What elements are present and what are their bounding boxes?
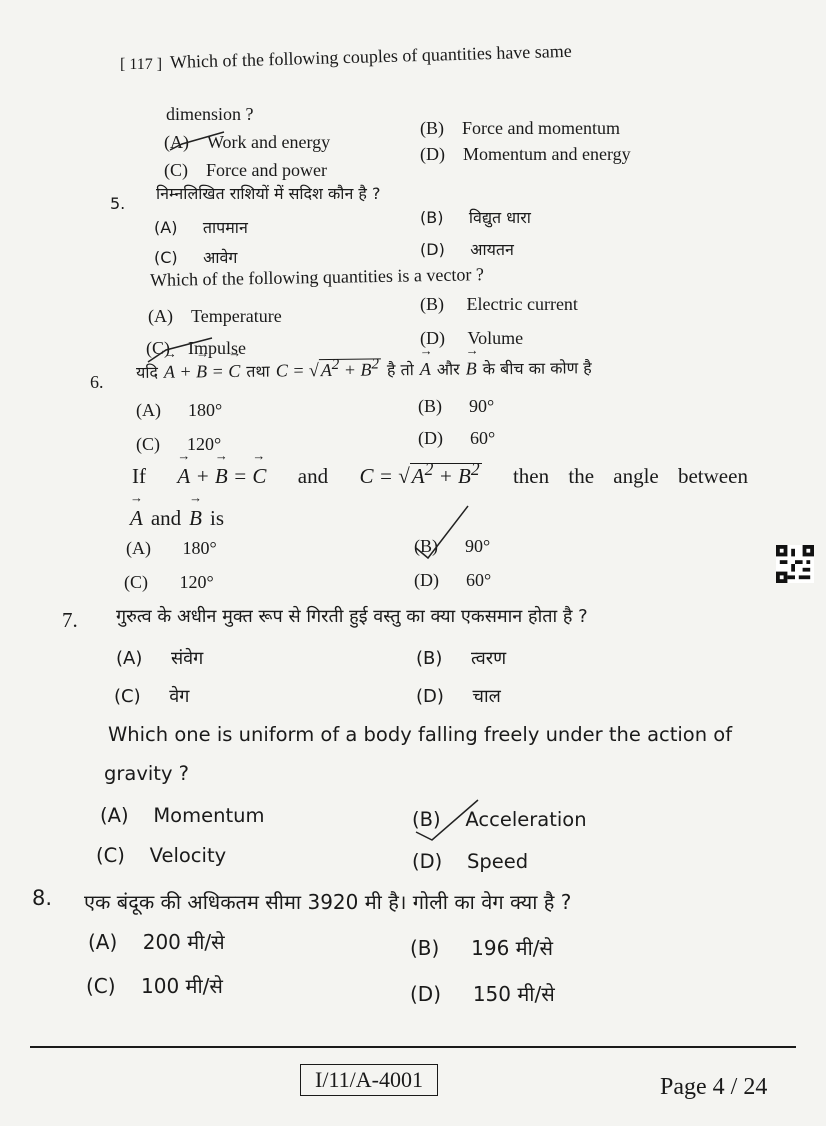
q6-english-option-d: (D) 60°	[414, 570, 492, 590]
q5-english-option-c: (C) Impulse	[146, 338, 246, 358]
q4-option-b: (B) Force and momentum	[420, 118, 620, 138]
page-number: Page 4 / 24	[660, 1074, 768, 1100]
q6-english-option-a: (A) 180°	[126, 538, 217, 558]
qr-code-icon	[776, 545, 814, 583]
q8-option-b: (B) 196 मी/से	[410, 936, 554, 960]
q6-english-question-line1: If → A + → B = → C and $C = √A^2 + B^2$ then the angle between	[132, 458, 748, 489]
q6-hindi-option-c: (C) 120°	[136, 434, 222, 454]
q6-english-question-line2: → A and → B is	[130, 500, 224, 531]
q5-english-option-d: (D) Volume	[420, 328, 524, 348]
q7-hindi-option-b: (B) त्वरण	[416, 648, 507, 669]
q7-english-option-d: (D) Speed	[412, 850, 529, 873]
q4-text-line1	[170, 37, 715, 73]
q6-english-option-c: (C) 120°	[124, 572, 214, 592]
q5-number: 5.	[110, 194, 126, 213]
q6-hindi-question: यदि → A + → B = → C तथा $C = √A^2 + B^2$ है तो → A और → B के बीच का कोण है	[136, 351, 592, 383]
q7-hindi-question: गुरुत्व के अधीन मुक्त रूप से गिरती हुई वस्तु का क्या एकसमान होता है ?	[116, 606, 588, 627]
q7-english-question-line2: gravity ?	[104, 762, 190, 785]
q4-option-c: (C) Force and power	[164, 160, 327, 180]
q6-hindi-option-a: (A) 180°	[136, 400, 223, 420]
q7-number: 7.	[62, 608, 78, 632]
q7-hindi-option-a: (A) संवेग	[116, 648, 204, 669]
q7-hindi-option-c: (C) वेग	[114, 686, 190, 707]
q7-english-option-a: (A) Momentum	[100, 804, 265, 827]
q5-english-option-b: (B) Electric current	[420, 294, 578, 314]
q5-english-option-a: (A) Temperature	[148, 306, 282, 326]
q7-english-option-b: (B) Acceleration	[412, 808, 587, 831]
q7-hindi-option-d: (D) चाल	[416, 686, 501, 707]
q5-hindi-question: निम्नलिखित राशियों में सदिश कौन है ?	[156, 184, 381, 203]
q7-english-question-line1: Which one is uniform of a body falling freely under the action of	[108, 723, 733, 746]
footer-divider	[30, 1046, 796, 1048]
q6-hindi-option-d: (D) 60°	[418, 428, 496, 448]
q8-option-d: (D) 150 मी/से	[410, 982, 555, 1006]
q5-hindi-option-b: (B) विद्युत धारा	[420, 208, 531, 227]
paper-code-box: I/11/A-4001	[300, 1064, 438, 1096]
q5-hindi-option-a: (A) तापमान	[154, 218, 248, 237]
q8-hindi-question: एक बंदूक की अधिकतम सीमा 3920 मी है। गोली का वेग क्या है ?	[84, 890, 572, 914]
q6-hindi-option-b: (B) 90°	[418, 396, 495, 416]
q5-english-question: Which of the following quantities is a vector ?	[149, 264, 485, 290]
q4-option-d: (D) Momentum and energy	[420, 144, 631, 164]
q8-option-c: (C) 100 मी/से	[86, 974, 223, 998]
q8-number: 8.	[32, 886, 53, 910]
q8-option-a: (A) 200 मी/से	[88, 930, 225, 954]
q5-hindi-option-d: (D) आयतन	[420, 240, 514, 259]
q4-option-a: (A) Work and energy	[164, 132, 331, 152]
q5-hindi-option-c: (C) आवेग	[154, 248, 238, 267]
q7-english-option-c: (C) Velocity	[96, 844, 227, 867]
page-header-code: [ 117 ]	[120, 56, 163, 73]
q6-number: 6.	[90, 372, 104, 392]
q4-text-line2: dimension ?	[166, 104, 254, 124]
q4-question-text: Which of the following couples of quantities have same	[169, 40, 572, 72]
q6-english-option-b: (B) 90°	[414, 536, 491, 556]
